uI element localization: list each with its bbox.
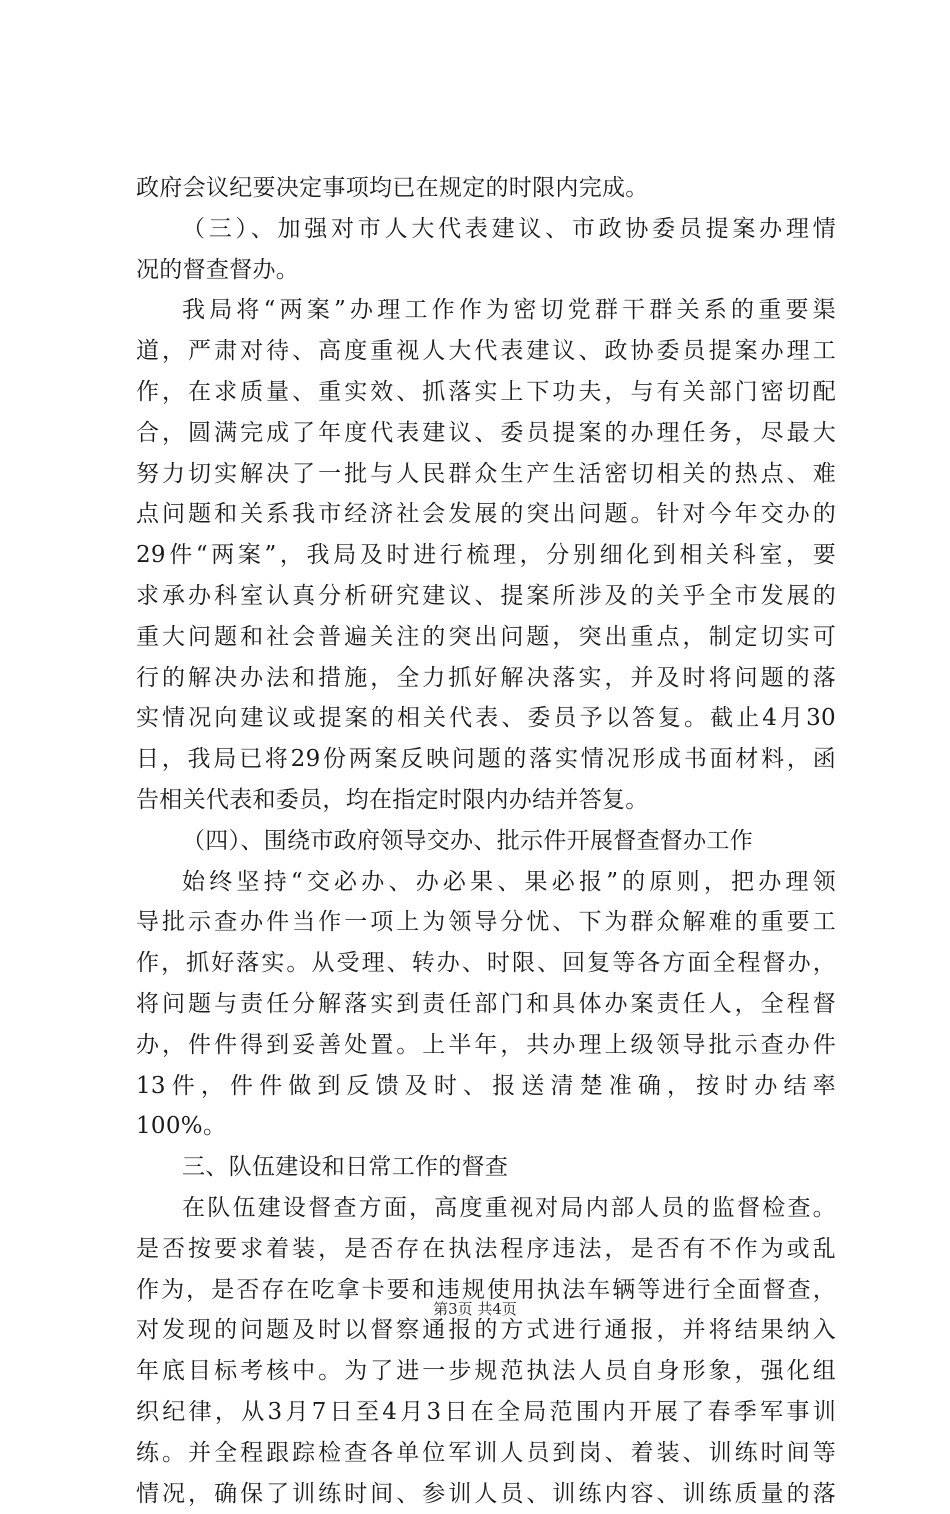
text-line: 29件“两案”，我局及时进行梳理，分别细化到相关科室，要	[136, 535, 836, 576]
text-line: 求承办科室认真分析研究建议、提案所涉及的关乎全市发展的	[136, 576, 836, 617]
text-line: 将问题与责任分解落实到责任部门和具体办案责任人，全程督	[136, 984, 836, 1025]
text-line: （三）、加强对市人大代表建议、市政协委员提案办理情	[136, 209, 836, 250]
text-line: 办，件件得到妥善处置。上半年，共办理上级领导批示查办件	[136, 1025, 836, 1066]
text-line: 重大问题和社会普遍关注的突出问题，突出重点，制定切实可	[136, 617, 836, 658]
text-line: 道，严肃对待、高度重视人大代表建议、政协委员提案办理工	[136, 331, 836, 372]
page-footer: 第3页 共4页	[0, 1298, 950, 1319]
text-line: 导批示查办件当作一项上为领导分忧、下为群众解难的重要工	[136, 902, 836, 943]
text-line: 作，抓好落实。从受理、转办、时限、回复等各方面全程督办，	[136, 943, 836, 984]
text-line: 实情况向建议或提案的相关代表、委员予以答复。截止4月30	[136, 698, 836, 739]
text-line: 努力切实解决了一批与人民群众生产生活密切相关的热点、难	[136, 454, 836, 495]
text-line: 况的督查督办。	[136, 250, 836, 291]
text-line: 年底目标考核中。为了进一步规范执法人员自身形象，强化组	[136, 1351, 836, 1392]
text-line: 情况，确保了训练时间、参训人员、训练内容、训练质量的落	[136, 1474, 836, 1514]
text-line: 三、队伍建设和日常工作的督查	[136, 1147, 836, 1188]
text-line: 作为，是否存在吃拿卡要和违规使用执法车辆等进行全面督查，	[136, 1270, 836, 1311]
text-line: 练。并全程跟踪检查各单位军训人员到岗、着装、训练时间等	[136, 1433, 836, 1474]
text-line: 对发现的问题及时以督察通报的方式进行通报，并将结果纳入	[136, 1310, 836, 1351]
text-line: 我局将“两案”办理工作作为密切党群干群关系的重要渠	[136, 290, 836, 331]
text-line: 是否按要求着装，是否存在执法程序违法，是否有不作为或乱	[136, 1229, 836, 1270]
text-line: 告相关代表和委员，均在指定时限内办结并答复。	[136, 780, 836, 821]
text-line: 日，我局已将29份两案反映问题的落实情况形成书面材料，函	[136, 739, 836, 780]
text-line: 始终坚持“交必办、办必果、果必报”的原则，把办理领	[136, 862, 836, 903]
text-line: 织纪律，从3月7日至4月3日在全局范围内开展了春季军事训	[136, 1392, 836, 1433]
text-line: 在队伍建设督查方面，高度重视对局内部人员的监督检查。	[136, 1188, 836, 1229]
text-line: 点问题和关系我市经济社会发展的突出问题。针对今年交办的	[136, 494, 836, 535]
text-line: 政府会议纪要决定事项均已在规定的时限内完成。	[136, 168, 836, 209]
text-line: 100%。	[136, 1106, 836, 1147]
text-line: 作，在求质量、重实效、抓落实上下功夫，与有关部门密切配	[136, 372, 836, 413]
text-line: 合，圆满完成了年度代表建议、委员提案的办理任务，尽最大	[136, 413, 836, 454]
text-line: 行的解决办法和措施，全力抓好解决落实，并及时将问题的落	[136, 658, 836, 699]
text-line: （四）、围绕市政府领导交办、批示件开展督查督办工作	[136, 821, 836, 862]
text-line: 13件，件件做到反馈及时、报送清楚准确，按时办结率	[136, 1066, 836, 1107]
